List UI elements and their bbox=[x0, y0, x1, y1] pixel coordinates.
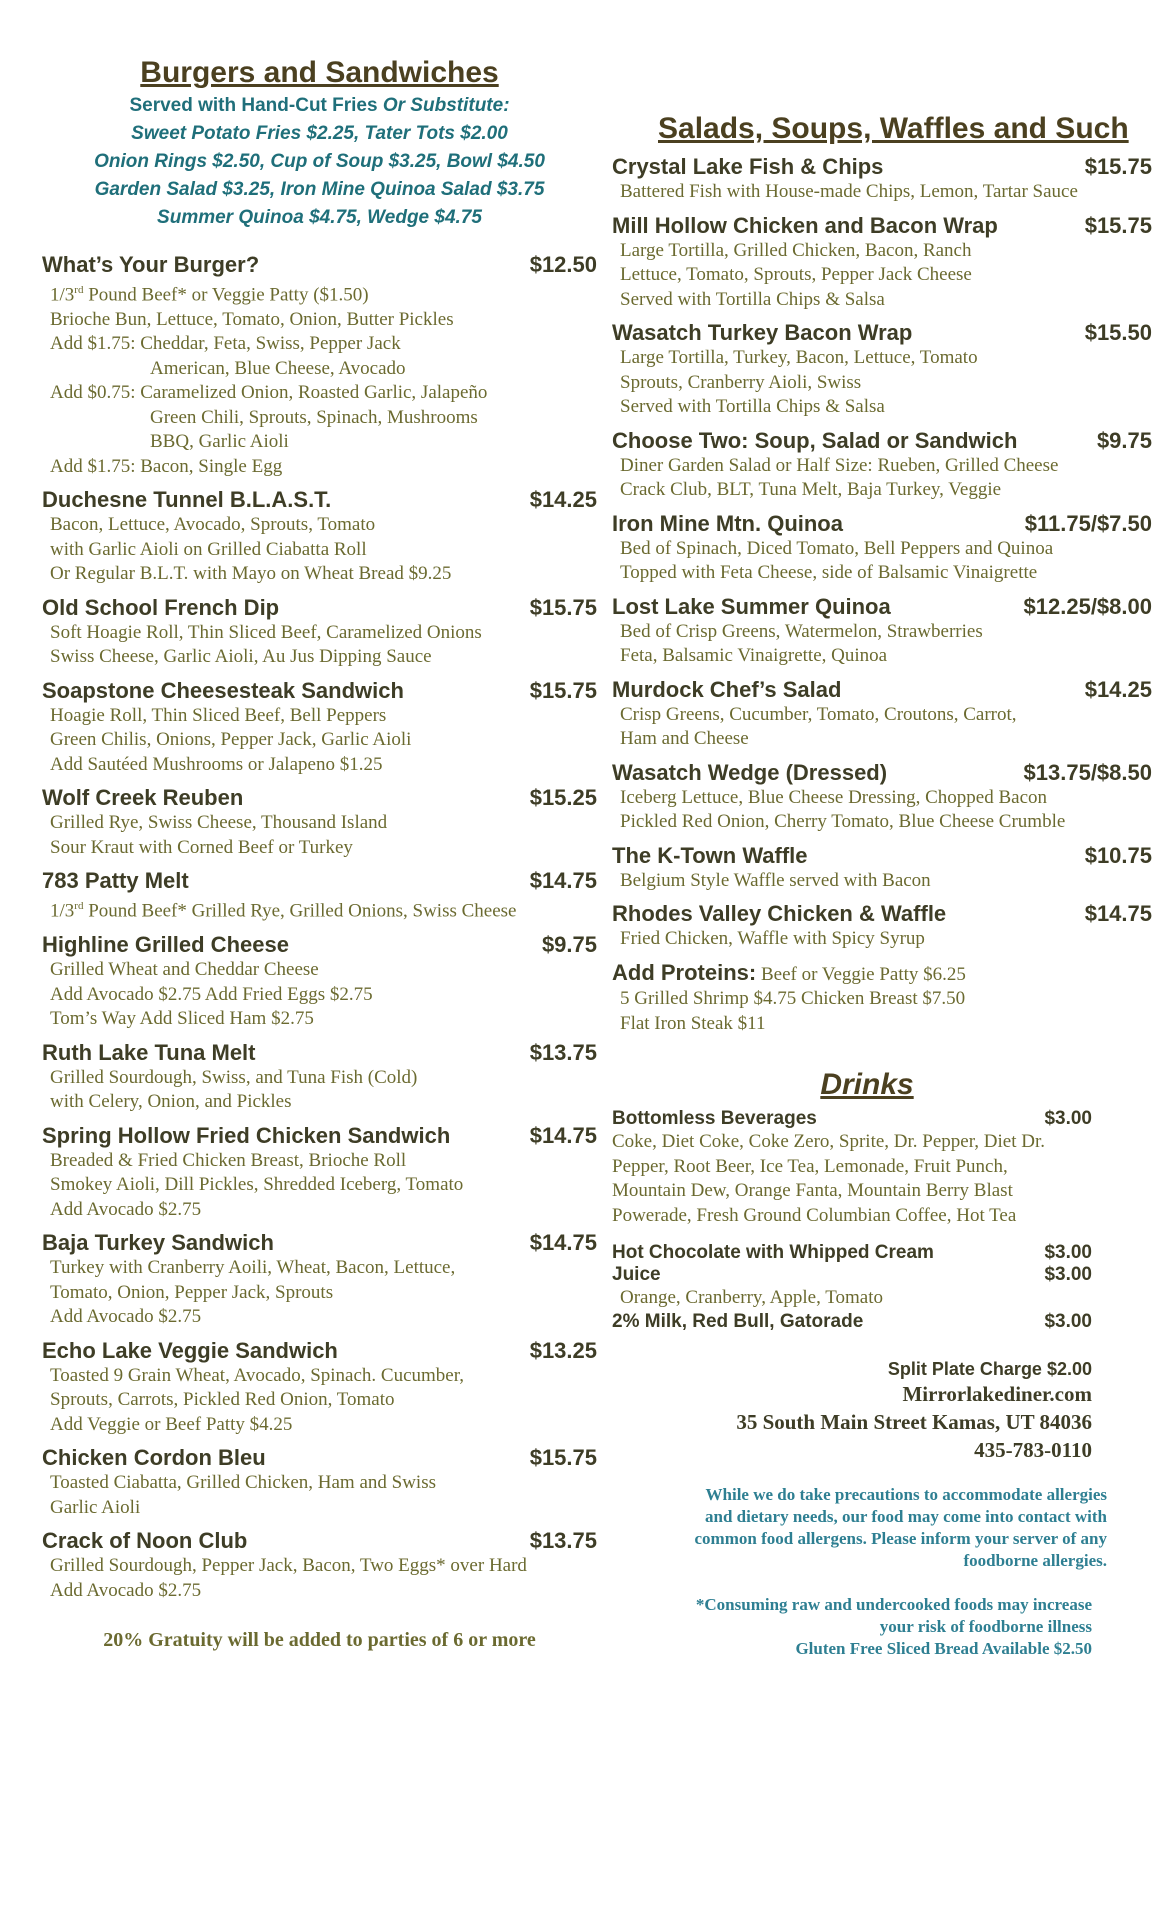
description-line: Add Avocado $2.75 bbox=[50, 1198, 202, 1220]
phone: 435-783-0110 bbox=[974, 1437, 1092, 1462]
item-description bbox=[42, 1149, 597, 1223]
drink-hot-chocolate: Hot Chocolate with Whipped Cream $3.00 bbox=[612, 1242, 1092, 1263]
item-price: $10.75 bbox=[1084, 842, 1152, 868]
description-line: Add Avocado $2.75 Add Fried Eggs $2.75 bbox=[50, 983, 373, 1005]
item-description bbox=[42, 704, 597, 778]
item-price: $15.25 bbox=[529, 785, 597, 811]
item-name: What’s Your Burger? bbox=[42, 252, 260, 277]
item-name: The K-Town Waffle bbox=[612, 842, 808, 868]
item-price: $15.75 bbox=[529, 677, 597, 703]
menu-item bbox=[42, 1230, 597, 1330]
section-title-salads: Salads, Soups, Waffles and Such bbox=[658, 112, 1129, 145]
description-line: Grilled Rye, Swiss Cheese, Thousand Island bbox=[50, 812, 388, 834]
item-description bbox=[612, 869, 1152, 894]
item-name: Choose Two: Soup, Salad or Sandwich bbox=[612, 427, 1018, 453]
served-with: Served with Hand-Cut Fries bbox=[129, 95, 378, 116]
drink-milk: 2% Milk, Red Bull, Gatorade $3.00 bbox=[612, 1310, 1092, 1332]
item-price: $15.75 bbox=[1084, 212, 1152, 238]
item-description bbox=[612, 180, 1152, 205]
description-line: Soft Hoagie Roll, Thin Sliced Beef, Caramelized Onions bbox=[50, 621, 482, 643]
item-price: $14.75 bbox=[529, 868, 597, 894]
website: Mirrorlakediner.com bbox=[902, 1381, 1092, 1406]
proteins-label: Add Proteins: bbox=[612, 959, 757, 985]
menu-item bbox=[612, 428, 1152, 503]
item-name: Mill Hollow Chicken and Bacon Wrap bbox=[612, 212, 998, 238]
item-price: $14.25 bbox=[529, 487, 597, 513]
right-column bbox=[612, 0, 1152, 1660]
description-line: Served with Tortilla Chips & Salsa bbox=[620, 396, 885, 417]
item-description bbox=[42, 621, 597, 670]
item-name: 783 Patty Melt bbox=[42, 868, 189, 894]
item-price: $13.25 bbox=[529, 1337, 597, 1363]
menu-item bbox=[612, 677, 1152, 752]
item-description bbox=[612, 346, 1152, 420]
item-description bbox=[42, 513, 597, 587]
drinks-title: Drinks bbox=[820, 1068, 914, 1101]
item-description bbox=[42, 1554, 597, 1603]
description-line: Served with Tortilla Chips & Salsa bbox=[620, 288, 885, 310]
description-line: Ham and Cheese bbox=[620, 728, 749, 749]
item-price: $14.25 bbox=[1084, 676, 1152, 702]
item-name: Crack of Noon Club bbox=[42, 1528, 248, 1554]
item-price: $15.50 bbox=[1084, 320, 1152, 345]
description-line: with Garlic Aioli on Grilled Ciabatta Roll bbox=[50, 538, 367, 560]
description-line: Breaded & Fried Chicken Breast, Brioche Roll bbox=[50, 1149, 407, 1171]
description-line: Tom’s Way Add Sliced Ham $2.75 bbox=[50, 1008, 314, 1030]
item-price: $11.75/$7.50 bbox=[1024, 510, 1152, 536]
description-line: Lettuce, Tomato, Sprouts, Pepper Jack Cheese bbox=[620, 264, 972, 285]
item-description bbox=[612, 454, 1152, 503]
item-price: $15.75 bbox=[1084, 154, 1152, 179]
split-plate-charge: Split Plate Charge $2.00 bbox=[887, 1358, 1092, 1379]
menu-item bbox=[42, 1528, 597, 1603]
menu-item-proteins bbox=[612, 960, 1152, 1037]
drink-bottomless: Bottomless Beverages $3.00 bbox=[612, 1108, 1092, 1129]
item-price: $12.25/$8.00 bbox=[1023, 593, 1152, 619]
description-line: Toasted 9 Grain Wheat, Avocado, Spinach. Cucumber, bbox=[50, 1364, 465, 1386]
menu-item bbox=[612, 213, 1152, 313]
item-price: $14.75 bbox=[529, 1122, 597, 1148]
description-line: Toasted Ciabatta, Grilled Chicken, Ham and Swiss bbox=[50, 1472, 436, 1494]
menu-item bbox=[612, 511, 1152, 586]
description-line: Grilled Sourdough, Swiss, and Tuna Fish (Cold) bbox=[50, 1066, 418, 1088]
description-line: Large Tortilla, Turkey, Bacon, Lettuce, Tomato bbox=[620, 347, 978, 368]
item-price: $13.75/$8.50 bbox=[1023, 759, 1152, 785]
item-description bbox=[612, 703, 1152, 752]
item-price: $12.50 bbox=[529, 252, 597, 277]
description-line: Tomato, Onion, Pepper Jack, Sprouts bbox=[50, 1281, 334, 1303]
description-line: Hoagie Roll, Thin Sliced Beef, Bell Peppers bbox=[50, 704, 387, 726]
description-line: Swiss Cheese, Garlic Aioli, Au Jus Dipping Sauce bbox=[50, 646, 432, 668]
item-name: Chicken Cordon Bleu bbox=[42, 1445, 266, 1471]
item-description bbox=[612, 620, 1152, 669]
restaurant-info bbox=[612, 1359, 1092, 1464]
description-line: Belgium Style Waffle served with Bacon bbox=[620, 869, 931, 891]
description-line: Sprouts, Carrots, Pickled Red Onion, Tomato bbox=[50, 1389, 395, 1411]
menu-item bbox=[612, 843, 1152, 894]
description-line: Large Tortilla, Grilled Chicken, Bacon, Ranch bbox=[620, 239, 972, 261]
item-price: $15.75 bbox=[529, 1445, 597, 1471]
menu-item-patty-melt bbox=[42, 868, 597, 924]
description-line: Sprouts, Cranberry Aioli, Swiss bbox=[620, 371, 862, 393]
item-name: Lost Lake Summer Quinoa bbox=[612, 593, 891, 619]
description-line: Fried Chicken, Waffle with Spicy Syrup bbox=[620, 928, 925, 949]
menu-item bbox=[612, 760, 1152, 835]
menu-item bbox=[42, 1338, 597, 1438]
substitute-line: Summer Quinoa $4.75, Wedge $4.75 bbox=[157, 207, 482, 228]
description-line: Crack Club, BLT, Tuna Melt, Baja Turkey, Veggie bbox=[620, 479, 1002, 500]
item-name: Murdock Chef’s Salad bbox=[612, 676, 842, 702]
menu-item bbox=[42, 932, 597, 1032]
juice-description: Orange, Cranberry, Apple, Tomato bbox=[620, 1287, 884, 1308]
description-line: Or Regular B.L.T. with Mayo on Wheat Bread $9.25 bbox=[50, 563, 452, 585]
item-name: Crystal Lake Fish & Chips bbox=[612, 154, 884, 179]
left-column bbox=[42, 0, 597, 1652]
item-name: Soapstone Cheesesteak Sandwich bbox=[42, 677, 404, 703]
item-description bbox=[42, 811, 597, 860]
description-line: Bed of Spinach, Diced Tomato, Bell Peppers and Quinoa bbox=[620, 537, 1054, 559]
description-line: Add Avocado $2.75 bbox=[50, 1306, 202, 1328]
item-name: Iron Mine Mtn. Quinoa bbox=[612, 510, 843, 536]
gratuity-notice: 20% Gratuity will be added to parties of 6 or more bbox=[103, 1629, 536, 1652]
description-line: Add Veggie or Beef Patty $4.25 bbox=[50, 1413, 293, 1435]
description-line: Feta, Balsamic Vinaigrette, Quinoa bbox=[620, 645, 888, 666]
item-description bbox=[42, 1256, 597, 1330]
description-line: Turkey with Cranberry Aoili, Wheat, Bacon, Lettuce, bbox=[50, 1257, 456, 1279]
item-description bbox=[42, 1471, 597, 1520]
item-name: Old School French Dip bbox=[42, 594, 280, 620]
item-price: $14.75 bbox=[1084, 901, 1152, 926]
item-name: Rhodes Valley Chicken & Waffle bbox=[612, 901, 947, 926]
description-line: Bed of Crisp Greens, Watermelon, Strawberries bbox=[620, 620, 983, 642]
item-price: $15.75 bbox=[529, 594, 597, 620]
item-description bbox=[42, 958, 597, 1032]
proteins-line: Beef or Veggie Patty $6.25 bbox=[756, 963, 966, 985]
item-price: $13.75 bbox=[529, 1039, 597, 1065]
item-description: 1/3rd Pound Beef* or Veggie Patty ($1.50) Brioche Bun, Lettuce, Tomato, Onion, Butter Pickles Add $1.75: Cheddar, Feta, Swiss, Pepper Jack American, Blue Cheese, Avocado Add $0.75: Caramelized Onion, Roasted Garlic, Jalapeño Green Chili, Sprouts, Spinach, Mushrooms BBQ, Garlic Aioli Add $1.75: Bacon, Single Egg bbox=[50, 284, 488, 477]
drink-juice: Juice $3.00 bbox=[612, 1264, 1092, 1285]
menu-item bbox=[612, 320, 1152, 420]
description-line: Grilled Sourdough, Pepper Jack, Bacon, Two Eggs* over Hard bbox=[50, 1555, 527, 1577]
item-description bbox=[612, 537, 1152, 586]
item-name: Wasatch Turkey Bacon Wrap bbox=[612, 320, 913, 345]
description-line: Green Chilis, Onions, Pepper Jack, Garlic Aioli bbox=[50, 729, 412, 751]
item-name: Baja Turkey Sandwich bbox=[42, 1230, 274, 1256]
description-line: Topped with Feta Cheese, side of Balsamic Vinaigrette bbox=[620, 562, 1038, 583]
proteins-line: Flat Iron Steak $11 bbox=[620, 1012, 766, 1034]
menu-item bbox=[42, 1445, 597, 1520]
item-description bbox=[612, 927, 1152, 952]
substitute-line: Sweet Potato Fries $2.25, Tater Tots $2.00 bbox=[131, 123, 508, 144]
item-price: $13.75 bbox=[529, 1528, 597, 1554]
item-name: Spring Hollow Fried Chicken Sandwich bbox=[42, 1122, 451, 1148]
description-line: Diner Garden Salad or Half Size: Rueben, Grilled Cheese bbox=[620, 454, 1059, 476]
menu-item bbox=[612, 594, 1152, 669]
item-description: 1/3rd Pound Beef* Grilled Rye, Grilled Onions, Swiss Cheese bbox=[50, 900, 517, 922]
substitute-line: Garden Salad $3.25, Iron Mine Quinoa Salad $3.75 bbox=[94, 179, 545, 200]
description-line: Smokey Aioli, Dill Pickles, Shredded Iceberg, Tomato bbox=[50, 1174, 464, 1196]
item-name: Duchesne Tunnel B.L.A.S.T. bbox=[42, 487, 332, 513]
menu-item bbox=[42, 595, 597, 670]
address: 35 South Main Street Kamas, UT 84036 bbox=[736, 1409, 1092, 1434]
item-description bbox=[612, 239, 1152, 313]
bottomless-description: Coke, Diet Coke, Coke Zero, Sprite, Dr. Pepper, Diet Dr. Pepper, Root Beer, Ice Tea, Lemonade, Fruit Punch, Mountain Dew, Orange Fanta, Mountain Berry Blast Powerade, Fresh Ground Columbian Coffee, Hot Tea bbox=[612, 1131, 1045, 1226]
menu-item bbox=[42, 1040, 597, 1115]
section-title-burgers: Burgers and Sandwiches bbox=[140, 56, 499, 89]
menu-item bbox=[42, 1123, 597, 1223]
item-description bbox=[612, 786, 1152, 835]
menu-item bbox=[612, 154, 1152, 205]
item-description bbox=[42, 1364, 597, 1438]
menu-item bbox=[612, 901, 1152, 952]
item-price: $9.75 bbox=[541, 932, 597, 958]
substitute-line: Onion Rings $2.50, Cup of Soup $3.25, Bowl $4.50 bbox=[94, 151, 545, 172]
substitutes-block bbox=[42, 92, 597, 232]
item-name: Wasatch Wedge (Dressed) bbox=[612, 759, 888, 785]
description-line: Garlic Aioli bbox=[50, 1496, 141, 1518]
item-name: Wolf Creek Reuben bbox=[42, 785, 244, 811]
description-line: Add Avocado $2.75 bbox=[50, 1579, 202, 1601]
item-name: Echo Lake Veggie Sandwich bbox=[42, 1337, 338, 1363]
description-line: Bacon, Lettuce, Avocado, Sprouts, Tomato bbox=[50, 514, 376, 536]
menu-item bbox=[42, 678, 597, 778]
item-name: Ruth Lake Tuna Melt bbox=[42, 1039, 256, 1065]
item-name: Highline Grilled Cheese bbox=[42, 932, 289, 958]
raw-food-warning: *Consuming raw and undercooked foods may increase your risk of foodborne illness Gluten Free Sliced Bread Available $2.50 bbox=[612, 1594, 1092, 1660]
allergy-notice: While we do take precautions to accommodate allergies and dietary needs, our food may come into contact with common food allergens. Please inform your server of any foodborne allergies. bbox=[694, 1484, 1107, 1570]
menu-item bbox=[42, 785, 597, 860]
description-line: Iceberg Lettuce, Blue Cheese Dressing, Chopped Bacon bbox=[620, 786, 1048, 808]
item-price: $9.75 bbox=[1096, 427, 1152, 453]
description-line: with Celery, Onion, and Pickles bbox=[50, 1091, 292, 1113]
proteins-line: 5 Grilled Shrimp $4.75 Chicken Breast $7.50 bbox=[620, 988, 966, 1009]
description-line: Grilled Wheat and Cheddar Cheese bbox=[50, 959, 319, 981]
item-description bbox=[42, 1066, 597, 1115]
description-line: Add Sautéed Mushrooms or Jalapeno $1.25 bbox=[50, 753, 383, 775]
menu-item-burger bbox=[42, 252, 597, 479]
description-line: Crisp Greens, Cucumber, Tomato, Croutons, Carrot, bbox=[620, 703, 1017, 725]
item-price: $14.75 bbox=[529, 1230, 597, 1256]
description-line: Battered Fish with House-made Chips, Lemon, Tartar Sauce bbox=[620, 181, 1078, 202]
description-line: Pickled Red Onion, Cherry Tomato, Blue Cheese Crumble bbox=[620, 811, 1066, 832]
description-line: Sour Kraut with Corned Beef or Turkey bbox=[50, 836, 353, 858]
menu-item bbox=[42, 487, 597, 587]
gluten-free-notice: Gluten Free Sliced Bread Available $2.50 bbox=[795, 1638, 1092, 1658]
or-substitute: Or Substitute: bbox=[382, 95, 510, 116]
